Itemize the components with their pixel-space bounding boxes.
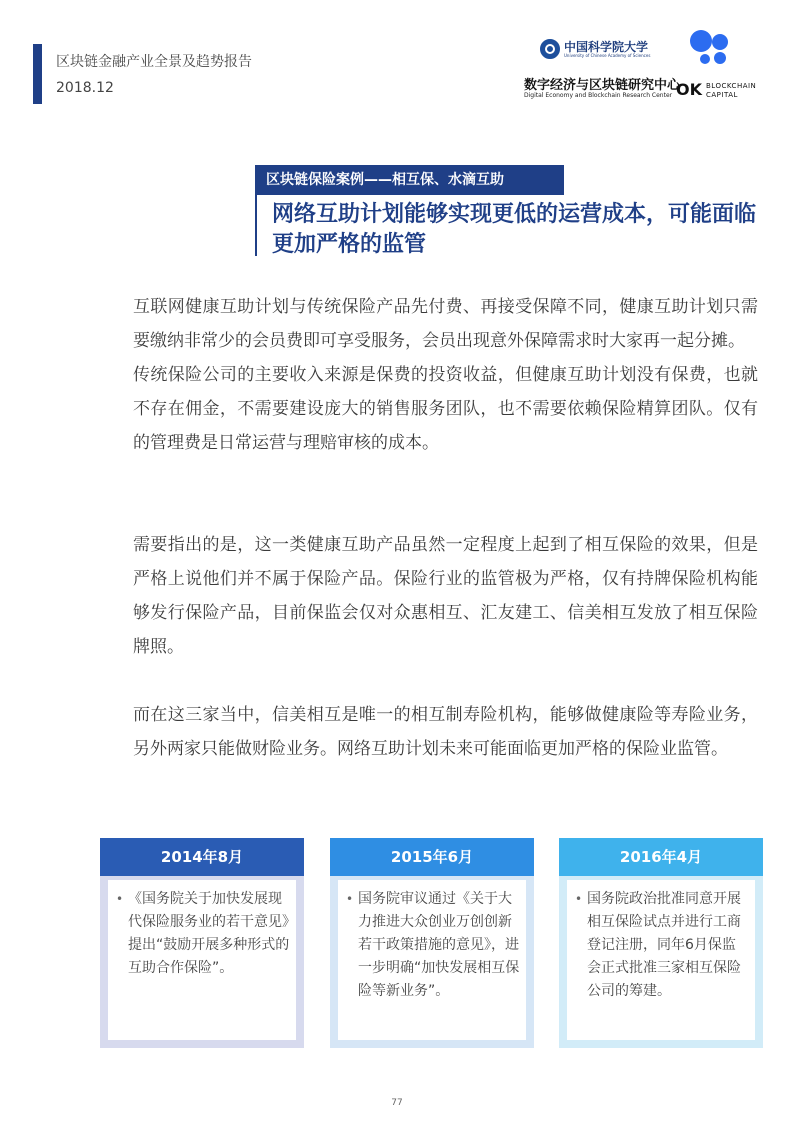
research-center-name: 数字经济与区块链研究中心 xyxy=(524,78,681,93)
timeline-content xyxy=(108,880,296,1040)
section-tag: 区块链保险案例——相互保、水滴互助 xyxy=(256,165,564,195)
timeline-card xyxy=(559,838,763,1048)
ok-mark: OK xyxy=(676,80,702,99)
section-title: 网络互助计划能够实现更低的运营成本，可能面临更加严格的监管 xyxy=(272,202,757,257)
header-accent-bar xyxy=(33,44,42,104)
timeline-date: 2015年6月 xyxy=(330,838,534,876)
paragraph: 互联网健康互助计划与传统保险产品先付费、再接受保障不同，健康互助计划只需要缴纳非常少的会员费即可享受服务，会员出现意外保障需求时大家再一起分摊。 xyxy=(133,297,758,351)
timeline-text: 国务院审议通过《关于大力推进大众创业万创创新若干政策措施的意见》，进一步明确“加快发展相互保险等新业务”。 xyxy=(358,891,520,999)
paragraph-group-2 xyxy=(133,528,758,664)
paragraph: 传统保险公司的主要收入来源是保费的投资收益，但健康互助计划没有保费，也就不存在佣金，不需要建设庞大的销售服务团队，也不需要依赖保险精算团队。仅有的管理费是日常运营与理赔审核的成本。 xyxy=(133,365,758,453)
ok-line2: CAPITAL xyxy=(706,91,738,99)
paragraph-group-1 xyxy=(133,290,758,460)
timeline-date: 2016年4月 xyxy=(559,838,763,876)
bullet-icon: • xyxy=(346,892,354,906)
ok-blockchain-logo xyxy=(676,30,766,102)
timeline-card xyxy=(330,838,534,1048)
bullet-icon: • xyxy=(575,892,583,906)
timeline-body xyxy=(100,876,304,1048)
timeline-content xyxy=(338,880,526,1040)
ucas-name: 中国科学院大学 xyxy=(564,40,649,54)
page-number: 77 xyxy=(391,1098,403,1108)
timeline-card xyxy=(100,838,304,1048)
ucas-emblem-icon xyxy=(540,39,560,59)
ok-line1: BLOCKCHAIN xyxy=(706,82,757,90)
research-center-english: Digital Economy and Blockchain Research Center xyxy=(524,92,673,99)
paragraph: 需要指出的是，这一类健康互助产品虽然一定程度上起到了相互保险的效果，但是严格上说他们并不属于保险产品。保险行业的监管极为严格，仅有持牌保险机构能够发行保险产品，目前保监会仅对众惠相互、汇友建工、信美相互发放了相互保险牌照。 xyxy=(133,535,758,657)
timeline-text: 国务院政治批准同意开展相互保险试点并进行工商登记注册，同年6月保监会正式批准三家相互保险公司的筹建。 xyxy=(587,891,741,999)
bullet-icon: • xyxy=(116,892,124,906)
ucas-english-name: University of Chinese Academy of Sciences xyxy=(564,53,651,58)
report-title: 区块链金融产业全景及趋势报告 xyxy=(56,54,252,70)
paragraph: 而在这三家当中，信美相互是唯一的相互制寿险机构，能够做健康险等寿险业务，另外两家只能做财险业务。网络互助计划未来可能面临更加严格的保险业监管。 xyxy=(133,705,758,759)
paragraph-group-3 xyxy=(133,698,758,766)
ucas-logo xyxy=(522,36,681,102)
report-date: 2018.12 xyxy=(56,80,114,96)
timeline-body xyxy=(330,876,534,1048)
timeline-date: 2014年8月 xyxy=(100,838,304,876)
timeline-content xyxy=(567,880,755,1040)
timeline-body xyxy=(559,876,763,1048)
timeline-text: 《国务院关于加快发展现代保险服务业的若干意见》提出“鼓励开展多种形式的互助合作保险”。 xyxy=(128,891,290,976)
